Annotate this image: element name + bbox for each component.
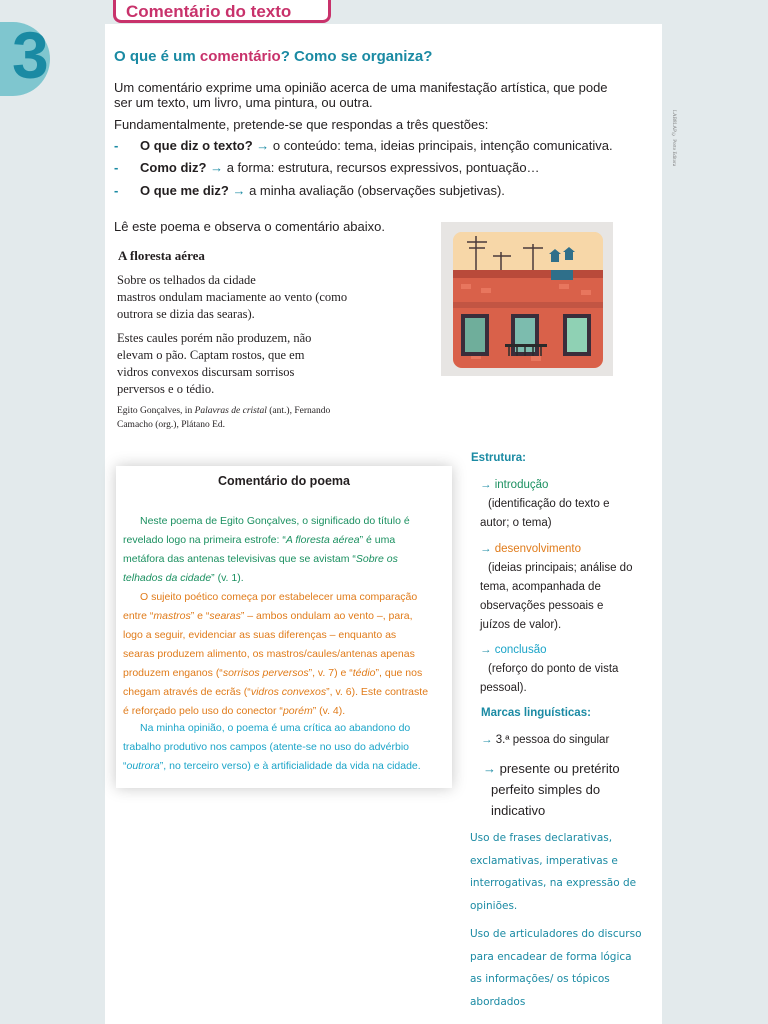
comment-text: metáfora das antenas televisivas que se avistam “: [123, 553, 356, 565]
comment-text: é reforçado pelo uso do conector “: [123, 705, 283, 717]
comment-text: searas produzem alimento, os mastros/caules/antenas apenas: [123, 648, 415, 660]
comment-quote: vidros convexos: [250, 686, 327, 698]
poem-verse: vidros convexos discursam sorrisos: [117, 365, 295, 379]
question-label: O que diz o texto?: [140, 138, 253, 153]
structure-desc: tema, acompanhada de: [480, 581, 601, 593]
arrow-right-icon: →: [481, 734, 496, 746]
comment-text: O sujeito poético começa por estabelecer uma comparação: [140, 591, 418, 603]
instruction: Lê este poema e observa o comentário abaixo.: [114, 219, 386, 234]
question-label: Como diz?: [140, 160, 207, 175]
mark-text: perfeito simples do: [491, 782, 601, 797]
arrow-right-icon: →: [480, 479, 495, 491]
poem-stanza-1: [117, 272, 347, 323]
comment-quote: mastros: [153, 610, 191, 622]
arrow-right-icon: →: [256, 138, 270, 153]
comment-quote: searas: [209, 610, 241, 622]
structure-label: desenvolvimento: [494, 543, 582, 555]
question-label: O que me diz?: [140, 183, 229, 198]
comment-text: logo a seguir, evidenciar as suas diferenças – enquanto as: [123, 629, 397, 641]
structure-item-conclusion: [480, 641, 660, 698]
structure-desc: (reforço do ponto de vista: [488, 663, 619, 675]
usage-text: interrogativas, na expressão de: [470, 877, 637, 889]
comment-quote: telhados da cidade: [123, 572, 212, 584]
comment-text: ” e “: [190, 610, 210, 622]
poem-verse: outrora se dizia das searas).: [117, 307, 255, 321]
arrow-right-icon: →: [483, 761, 500, 776]
arrow-right-icon: →: [232, 183, 246, 198]
question-answer: a forma: estrutura, recursos expressivos, pontuação…: [226, 160, 540, 175]
comment-text: ”, v. 6). Este contraste: [326, 686, 429, 698]
mark-text: presente ou pretérito: [499, 761, 620, 776]
heading-pre: O que é um: [114, 48, 200, 65]
structure-desc: autor; o tema): [480, 517, 552, 529]
comment-text: ” (v. 4).: [312, 705, 346, 717]
comment-text: Na minha opinião, o poema é uma crítica ao abandono do: [140, 722, 411, 734]
comment-paragraph-development: [123, 588, 443, 721]
comment-quote: tédio: [352, 667, 376, 679]
structure-heading: Estrutura:: [471, 452, 526, 464]
comment-text: Neste poema de Egito Gonçalves, o significado do título é: [140, 515, 410, 527]
bullet-dash: -: [114, 183, 119, 198]
comment-text: trabalho produtivo nos campos (atente-se no uso do advérbio: [123, 741, 410, 753]
poem-verse: Sobre os telhados da cidade: [117, 273, 256, 287]
arrow-right-icon: →: [480, 543, 495, 555]
usage-text: opiniões.: [470, 899, 518, 912]
comment-quote: sorrisos perversos: [222, 667, 309, 679]
comment-quote: Sobre os: [355, 553, 398, 565]
intro-line-2: ser um texto, um livro, uma pintura, ou outra.: [114, 95, 373, 110]
poem-title: A floresta aérea: [118, 248, 205, 263]
comment-title: Comentário do poema: [218, 474, 350, 488]
poem-verse: perversos e o tédio.: [117, 382, 215, 396]
usage-note-sentences: [470, 827, 655, 917]
linguistic-marks-heading: Marcas linguísticas:: [481, 707, 591, 719]
structure-item-introduction: [480, 476, 660, 533]
mark-text: indicativo: [491, 803, 546, 818]
heading-post: ? Como se organiza?: [280, 48, 433, 65]
comment-text: “: [123, 760, 127, 772]
comment-text: ”, no terceiro verso) e à artificialidade da vida na cidade.: [159, 760, 421, 772]
comment-paragraph-intro: [123, 512, 443, 588]
usage-text: abordados: [470, 995, 526, 1008]
structure-label: introdução: [494, 479, 549, 491]
source-text: Egito Gonçalves, in: [117, 406, 195, 416]
structure-desc: observações pessoais e: [480, 600, 604, 612]
poem-verse: mastros ondulam maciamente ao vento (como: [117, 290, 348, 304]
comment-text: revelado logo na primeira estrofe: “: [123, 534, 286, 546]
bullet-dash: -: [114, 160, 119, 175]
poem-source: [117, 404, 377, 432]
question-item: [114, 138, 613, 153]
question-answer: a minha avaliação (observações subjetivas).: [249, 183, 505, 198]
question-item: [114, 160, 540, 175]
source-book: Palavras de cristal: [194, 406, 267, 416]
side-credit: LAB8LAP © Porto Editora: [671, 110, 676, 167]
comment-paragraph-conclusion: [123, 719, 443, 776]
structure-desc: pessoal).: [480, 682, 527, 694]
intro-line-1: Um comentário exprime uma opinião acerca de uma manifestação artística, que pode: [114, 80, 608, 95]
heading-highlight: comentário: [199, 48, 281, 65]
chapter-number: 3: [12, 18, 49, 92]
poem-illustration: [441, 222, 613, 376]
usage-text: as informações/ os tópicos: [470, 973, 610, 985]
comment-card: [116, 466, 452, 788]
comment-text: ” (v. 1).: [211, 572, 244, 584]
comment-quote: porém: [282, 705, 313, 717]
linguistic-mark-person: [481, 731, 661, 750]
comment-text: produzem enganos (“: [123, 667, 223, 679]
comment-text: chegam através de ecrãs (“: [123, 686, 251, 698]
comment-text: ”, v. 7) e “: [308, 667, 353, 679]
structure-label: conclusão: [494, 644, 547, 656]
comment-quote: A floresta aérea: [285, 534, 360, 546]
usage-text: Uso de frases declarativas,: [470, 832, 613, 844]
structure-item-development: [480, 540, 660, 635]
poem-stanza-2: [117, 330, 311, 398]
structure-desc: (ideias principais; análise do: [488, 562, 633, 574]
page-heading: [114, 48, 432, 65]
source-text: (ant.), Fernando: [266, 406, 331, 416]
comment-text: ” – ambos ondulam ao vento –, para,: [240, 610, 413, 622]
building-illustration: [441, 222, 613, 376]
comment-quote: outrora: [126, 760, 160, 772]
section-title: Comentário do texto: [126, 2, 292, 21]
comment-text: ”, que nos: [375, 667, 423, 679]
poem-verse: elevam o pão. Captam rostos, que em: [117, 348, 305, 362]
mark-text: 3.ª pessoa do singular: [495, 734, 610, 746]
usage-text: exclamativas, imperativas e: [470, 854, 618, 867]
linguistic-mark-tense: [483, 758, 663, 821]
intro-line-3: Fundamentalmente, pretende-se que respondas a três questões:: [114, 117, 489, 132]
poem-verse: Estes caules porém não produzem, não: [117, 331, 312, 345]
source-text: Camacho (org.), Plátano Ed.: [117, 420, 225, 430]
structure-desc: (identificação do texto e: [488, 498, 610, 510]
arrow-right-icon: →: [480, 644, 495, 656]
arrow-right-icon: →: [210, 160, 224, 175]
usage-text: Uso de articuladores do discurso: [470, 928, 642, 940]
usage-note-connectors: [470, 923, 655, 1013]
usage-text: para encadear de forma lógica: [470, 950, 632, 963]
structure-desc: juízos de valor).: [480, 619, 562, 631]
comment-text: entre “: [123, 610, 154, 622]
comment-text: ” é uma: [359, 534, 396, 546]
question-item: [114, 183, 505, 198]
question-answer: o conteúdo: tema, ideias principais, intenção comunicativa.: [272, 138, 613, 153]
bullet-dash: -: [114, 138, 119, 153]
